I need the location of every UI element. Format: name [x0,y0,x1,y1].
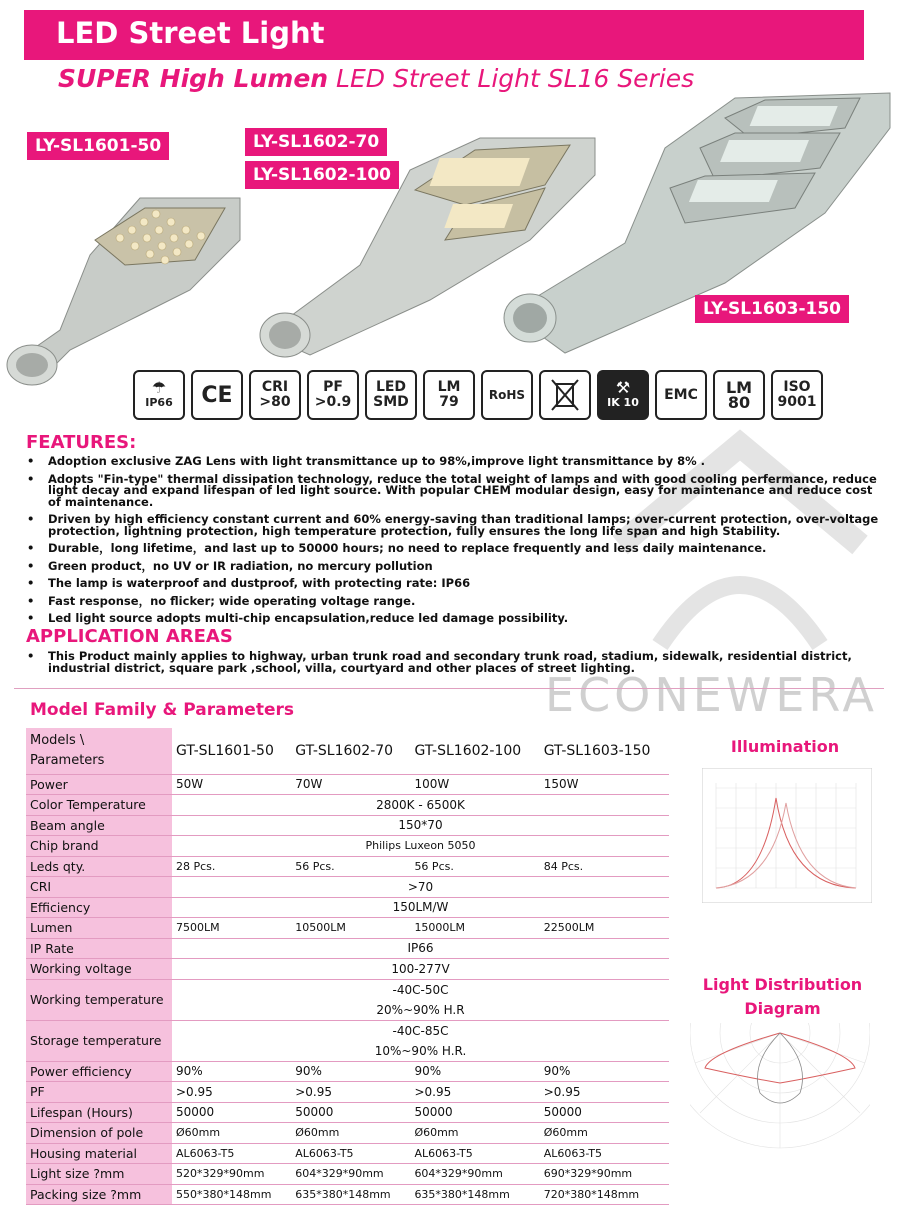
list-item: • This Product mainly applies to highway, urban trunk road and secondary trunk road, stadium, sidewalk, residential district, industrial district, square park ,school, villa, courtyard and other places of street lighting. [24,651,880,674]
list-item: • Durable，long lifetime，and last up to 50000 hours; no need to replace frequently and less daily maintenance. [24,543,880,555]
weee-icon [539,370,591,420]
lm79-icon: LM 79 [423,370,475,420]
application-heading: APPLICATION AREAS [26,626,233,647]
list-item: • Adopts "Fin-type" thermal dissipation technology, reduce the total weight of lamps and with good cooling perfermance, reduce light decay and expand lifespan of led light source. With popular CHEM modular design, easy for maintenance and reduce cost of maintenance. [24,474,880,509]
title-bar [24,10,864,60]
table-row: Chip brand Philips Luxeon 5050 [26,836,669,857]
model-tag-sl1602-100: LY-SL1602-100 [245,161,399,189]
parameters-table [26,728,669,1205]
table-row: Power 50W 70W 100W 150W [26,774,669,795]
table-row: Leds qty. 28 Pcs. 56 Pcs. 56 Pcs. 84 Pcs. [26,856,669,877]
table-row: Efficiency 150LM/W [26,897,669,918]
light-distribution-chart [690,1023,870,1153]
table-row: Storage temperature -40C-85C 10%~90% H.R. [26,1020,669,1061]
model-header: GT-SL1602-70 [291,728,410,774]
pf-icon: PF >0.9 [307,370,359,420]
lm80-icon: LM 80 [713,370,765,420]
list-item: • Driven by high efficiency constant current and 60% energy-saving than traditional lamps; over-current protection, over-voltage protection, lightning protection, high temperature protection, fully ensures the long life span and high Stability. [24,514,880,537]
watermark-text: ECONEWERA [545,668,878,722]
model-header: GT-SL1603-150 [540,728,669,774]
led-smd-icon: LED SMD [365,370,417,420]
model-header: GT-SL1601-50 [172,728,291,774]
table-row: Lifespan (Hours) 50000 50000 50000 50000 [26,1102,669,1123]
emc-icon: EMC [655,370,707,420]
list-item: • Fast response，no flicker; wide operating voltage range. [24,596,880,608]
iso9001-icon: ISO 9001 [771,370,823,420]
subtitle-bold: SUPER High Lumen [58,64,329,93]
cri-icon: CRI >80 [249,370,301,420]
table-row: CRI >70 [26,877,669,898]
list-item: • Led light source adopts multi-chip encapsulation,reduce led damage possibility. [24,613,880,625]
list-item: • The lamp is waterproof and dustproof, with protecting rate: IP66 [24,578,880,590]
table-row: Color Temperature 2800K - 6500K [26,795,669,816]
table-row: Lumen 7500LM 10500LM 15000LM 22500LM [26,918,669,939]
ce-icon: CE [191,370,243,420]
model-header: GT-SL1602-100 [410,728,539,774]
table-row: Working temperature -40C-50C 20%~90% H.R [26,979,669,1020]
features-heading: FEATURES: [26,432,137,453]
model-tag-sl1602-70: LY-SL1602-70 [245,128,387,156]
rohs-icon: RoHS [481,370,533,420]
model-tag-sl1603: LY-SL1603-150 [695,295,849,323]
table-header-label: Models \ Parameters [26,728,172,774]
illumination-chart [702,768,872,903]
page-title: LED Street Light [56,16,325,50]
application-list [24,651,880,680]
list-item: • Green product，no UV or IR radiation, no mercury pollution [24,561,880,573]
section-divider [14,688,884,689]
table-header-row [26,728,669,774]
lamp-image-sl1601 [0,180,260,390]
features-list [24,456,880,631]
table-row: PF >0.95 >0.95 >0.95 >0.95 [26,1082,669,1103]
table-row: Working voltage 100-277V [26,959,669,980]
ik10-icon: ⚒ IK 10 [597,370,649,420]
table-row: Light size ?mm 520*329*90mm 604*329*90mm 604*329*90mm 690*329*90mm [26,1164,669,1185]
subtitle-rest: LED Street Light SL16 Series [328,64,695,93]
table-title: Model Family & Parameters [30,700,294,720]
table-row: Packing size ?mm 550*380*148mm 635*380*148mm 635*380*148mm 720*380*148mm [26,1184,669,1205]
model-tag-sl1601: LY-SL1601-50 [27,132,169,160]
distribution-title: Light Distribution Diagram [702,975,863,1018]
list-item: • Adoption exclusive ZAG Lens with light transmittance up to 98%,improve light transmittance by 8% . [24,456,880,468]
illumination-title: Illumination [730,737,840,756]
table-row: Beam angle 150*70 [26,815,669,836]
table-row: Housing material AL6063-T5 AL6063-T5 AL6063-T5 AL6063-T5 [26,1143,669,1164]
table-row: IP Rate IP66 [26,938,669,959]
table-row: Power efficiency 90% 90% 90% 90% [26,1061,669,1082]
table-row: Dimension of pole Ø60mm Ø60mm Ø60mm Ø60mm [26,1123,669,1144]
ip66-icon: ☂ IP66 [133,370,185,420]
